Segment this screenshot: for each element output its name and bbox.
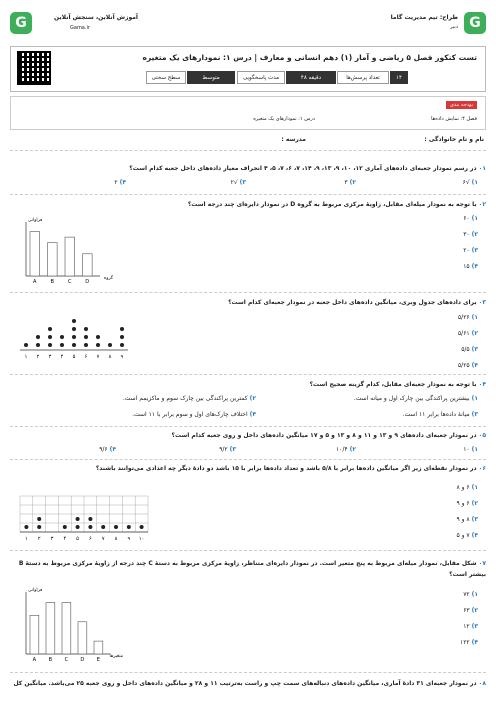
dot [127,525,131,529]
dot [76,525,80,529]
dot [48,335,52,339]
tick-label: ۴ [60,354,64,360]
q3-option-2[interactable]: ۲) ۵/۶۱ [457,330,478,337]
dot [120,343,124,347]
q5-option-2[interactable]: ۲) ۱۰/۴ [335,446,356,453]
dot [140,525,144,529]
dot [84,327,88,331]
q4-option-4[interactable]: ۴) اختلاف چارک‌های اول و سوم برابر با ۱۱ است. [132,411,256,418]
question-2: ۰۲ با توجه به نمودار میله‌ای مقابل، زاویهٔ مرکزی مربوط به گروه D در نمودار دایره‌ای چند درجه است؟ [187,201,486,208]
bar-D [83,254,93,276]
x-axis-label: گروه [103,276,113,281]
dot [101,525,105,529]
dot [48,343,52,347]
q6-option-3[interactable]: ۳) ۸ و ۹ [456,516,478,523]
q3-option-3[interactable]: ۳) ۵/۵ [461,346,478,353]
gama-logo-icon: G [464,12,486,34]
tick-label: ۷ [96,354,100,360]
dot [120,335,124,339]
dot [36,343,40,347]
question-number: ۰۱ [478,165,486,172]
dot [120,327,124,331]
question-1 [10,165,486,172]
tick-label: ۹ [127,536,131,542]
question-6: ۰۶ در نمودار نقطه‌ای زیر اگر میانگین داده‌ها برابر با ۵/۸ باشد و تعداد داده‌ها برابر با ۱۵ باشد دو دادهٔ دیگر چه اعدادی می‌توانند باشند؟ [95,465,486,472]
q4-option-1[interactable]: ۱) بیشترین پراکندگی بین چارک اول و میانه است. [353,395,478,402]
tick-label-E: E [96,657,100,663]
tick-label: ۳ [50,536,54,542]
chip-count-label: تعداد پرسش‌ها [337,71,389,84]
q6-option-1[interactable]: ۱) ۶ و ۸ [456,484,478,491]
bar-A [30,232,40,276]
tick-label: ۹ [120,354,124,360]
chip-count-value: ۱۴ [390,71,408,84]
dot [76,517,80,521]
bar-B [48,243,58,276]
question-8: ۰۸ در نمودار جعبه‌ای ۳۱ دادهٔ آماری، میانگین داده‌های دنباله‌های سمت چپ و راست به‌ترتیب ۱۱ و ۲۸ و میانگین داده‌های داخل و روی جعبه ۲۵ می‌باشد. میانگین کل [13,680,486,687]
tick-label: ۱۰ [138,536,145,542]
dot [84,343,88,347]
bar-D [78,622,87,654]
bar-A [30,615,39,654]
dot [24,525,28,529]
chapter-text: فصل ۴: نمایش داده‌ها [431,116,477,122]
dot [88,525,92,529]
y-axis-label: فراوانی [28,218,43,223]
q7-bar-chart [14,584,124,664]
question-3: ۰۳ برای داده‌های جدول وبری، میانگین داده‌های داخل جعبه در نمودار جعبه‌ای کدام است؟ [228,299,486,306]
q7-option-3[interactable]: ۳) ۱۲ [463,623,478,630]
tick-label: ۶ [89,536,92,542]
q4-option-2[interactable]: ۲) کمترین پراکندگی بین چارک سوم و ماکزیمم است. [122,395,256,402]
dot [88,517,92,521]
q7-option-1[interactable]: ۱) ۷۲ [463,591,478,598]
q5-option-1[interactable]: ۱) ۱۰ [463,446,478,453]
chip-time-label: مدت پاسخگویی [237,71,285,84]
dot [84,335,88,339]
q1-option-4[interactable]: ۴) ۲ [114,179,126,186]
dot [72,319,76,323]
chip-level-value: متوسط [187,71,235,84]
tick-label-C: C [64,657,69,663]
q1-option-2[interactable]: ۲) ۳ [344,179,356,186]
tick-label: ۲ [37,536,41,542]
chip-level-label: سطح سختی [146,71,186,84]
q2-option-3[interactable]: ۳) ۲۰ [463,247,478,254]
tick-label: ۶ [84,354,88,360]
q5-option-3[interactable]: ۳) ۹/۲ [219,446,236,453]
name-label: نام و نام خانوادگی : [424,136,484,143]
q7-option-2[interactable]: ۲) ۶۳ [463,607,478,614]
dot [48,327,52,331]
dot [114,525,118,529]
tick-label-D: D [85,279,90,285]
question-4: ۰۴ با توجه به نمودار جعبه‌ای مقابل، کدام گزینه صحیح است؟ [309,381,486,388]
x-axis-label: متغیرها [109,654,123,659]
tick-label: ۸ [114,536,118,542]
school-label: مدرسه : [281,136,306,143]
dot [36,335,40,339]
divider [10,150,486,151]
tick-label: ۷ [101,536,105,542]
dot [72,335,76,339]
dot [37,525,41,529]
tick-label-B: B [50,279,54,285]
q4-option-3[interactable]: ۳) میانهٔ داده‌ها برابر ۱۱ است. [402,411,478,418]
bar-C [65,237,75,276]
tick-label: ۸ [108,354,112,360]
dot [108,343,112,347]
site-name: آموزش آنلاین، سنجش آنلاین [53,14,138,21]
bar-C [62,602,71,654]
q5-option-4[interactable]: ۴) ۹/۶ [99,446,116,453]
bar-B [46,602,55,654]
tick-label: ۳ [48,354,52,360]
school-name: طراح: تیم مدیریت گاما [390,14,458,21]
question-7: ۰۷ شکل مقابل، نمودار میله‌ای مربوط به پنج متغیر است. در نمودار دایره‌ای متناظر، زاویهٔ مرکزی مربوط به دستهٔ C چند درجه از زاویهٔ مرکزی مربوط به دستهٔ B بیشتر است؟ [18,560,486,578]
q6-dot-plot [14,482,154,544]
q3-option-4[interactable]: ۴) ۵/۲۵ [457,362,478,369]
tick-label-C: C [67,279,72,285]
site-url: Gama.ir [70,25,90,31]
tick-label-B: B [48,657,53,663]
info-box [10,96,486,130]
tick-label-A: A [33,279,37,285]
exam-header [10,46,486,92]
lesson-text: درس ۱: نمودارهای یک متغیره [253,116,315,122]
q3-option-1[interactable]: ۱) ۵/۲۶ [457,314,478,321]
y-axis-label: فراوانی [28,588,43,593]
chip-time-value: ۴۸ دقیقه [286,71,336,84]
q6-option-4[interactable]: ۴) ۷ و ۵ [456,532,478,539]
tick-label: ۵ [76,536,79,542]
brand-left [10,8,150,44]
budget-tag: بودجه بندی [446,101,477,109]
q7-option-4[interactable]: ۴) ۱۲۲ [459,639,478,646]
tick-label: ۱ [24,354,28,360]
qr-code [17,51,51,85]
q2-bar-chart [14,214,114,286]
gama-logo-icon-left: G [10,12,32,34]
q6-option-2[interactable]: ۲) ۶ و ۹ [456,500,478,507]
dot [96,335,100,339]
dot [60,343,64,347]
tick-label-D: D [80,657,85,663]
question-5: ۰۵ در نمودار جعبه‌ای داده‌های ۹ و ۱۳ و ۱۱ و ۸ و ۱۳ و ۵ و ۱۷ میانگین داده‌های داخل و روی جعبه کدام است؟ [171,432,486,439]
q2-option-2[interactable]: ۲) ۳۰ [463,231,478,238]
dot [96,343,100,347]
dot [24,343,28,347]
tick-label: ۱ [25,536,28,542]
tick-label: ۲ [36,354,40,360]
q1-option-3[interactable]: ۳) √۲ [230,179,246,186]
bar-E [94,641,103,654]
school-sub: دبیر [450,24,458,30]
tick-label-A: A [32,657,37,663]
dot [60,335,64,339]
dot [63,525,67,529]
dot [37,517,41,521]
tick-label: ۴ [63,536,67,542]
q3-dot-plot [14,310,134,362]
q2-option-1[interactable]: ۱) ۶۰ [463,215,478,222]
dot [72,343,76,347]
brand-right [386,8,486,44]
tick-label: ۵ [72,354,76,360]
question-text: در رسم نمودار جعبه‌ای داده‌های آماری ۱۲، ۱۰، ۹، ۱۳، ۹، ۱۴، ۷، ۶، ۷، ۵، ۴ انحراف معیار داده‌های داخل جعبه کدام است؟ [129,165,477,172]
exam-title: تست کنکور فصل ۵ ریاضی و آمار (۱) دهم انسانی و معارف | درس ۱: نمودارهای یک متغیره [142,53,477,62]
q2-option-4[interactable]: ۴) ۱۵ [463,263,478,270]
q1-option-1[interactable]: ۱) √۶ [462,179,478,186]
dot [72,327,76,331]
